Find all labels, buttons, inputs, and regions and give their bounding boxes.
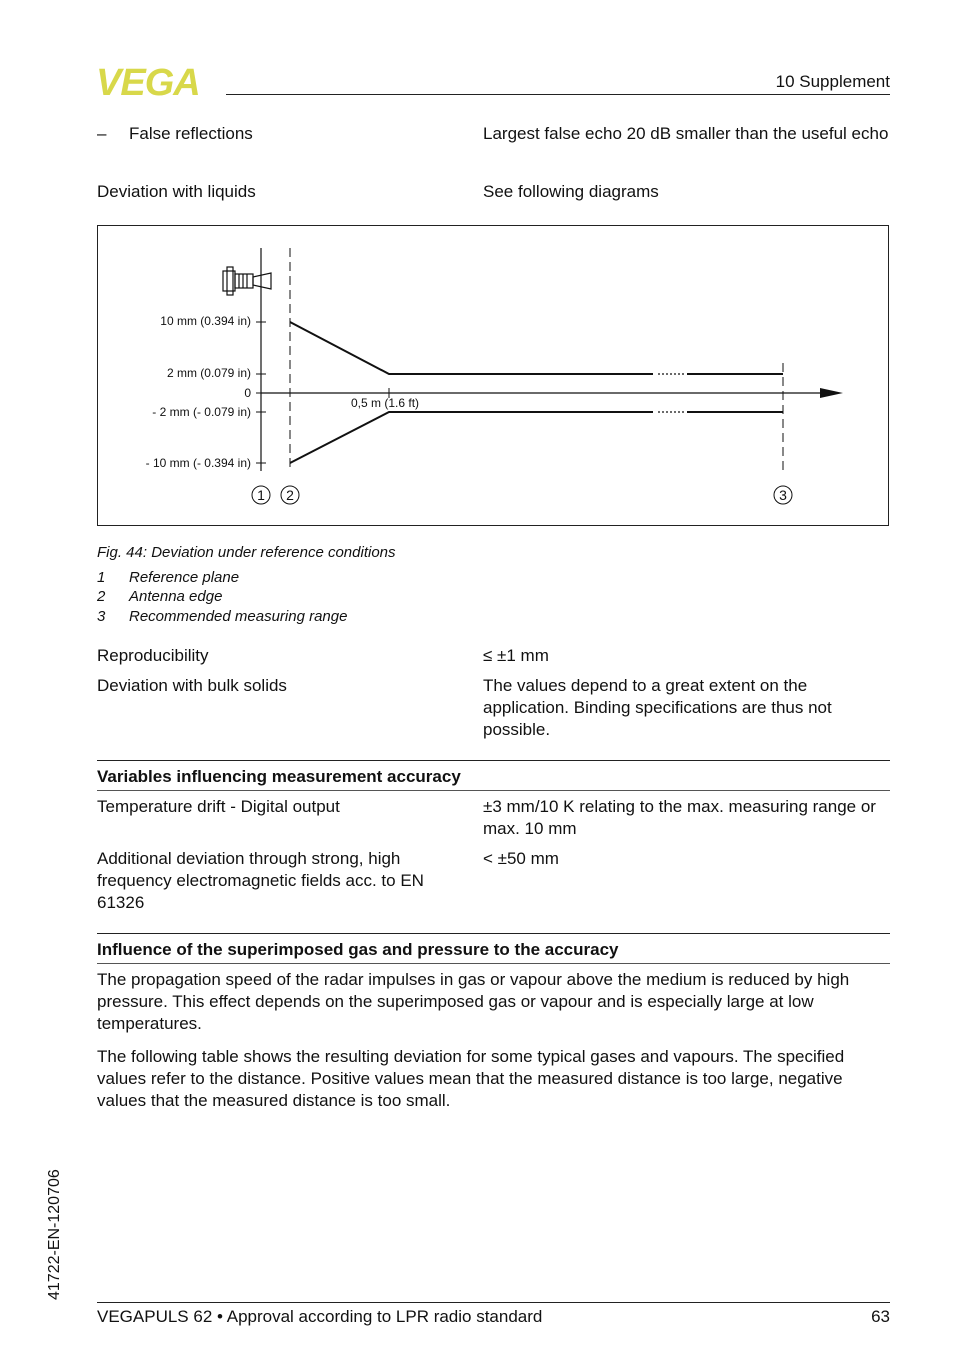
spec-label-deviation-liquids: Deviation with liquids [97, 182, 256, 201]
section-rule-top [97, 933, 890, 934]
legend-number: 1 [97, 569, 106, 586]
spec-value-false-reflections: Largest false echo 20 dB smaller than the useful echo [483, 124, 889, 143]
y-label-minus10: - 10 mm (- 0.394 in) [145, 456, 251, 470]
axis-arrow-icon [820, 388, 843, 398]
deviation-diagram [97, 225, 889, 526]
y-label-minus2: - 2 mm (- 0.079 in) [152, 405, 251, 419]
legend-text: Antenna edge [129, 588, 223, 605]
spec-value-temperature-drift: ±3 mm/10 K relating to the max. measuring range or max. 10 mm [483, 797, 876, 838]
upper-deviation-curve [290, 322, 783, 374]
deviation-diagram-svg [98, 226, 890, 527]
section-title: 10 Supplement [775, 72, 890, 91]
spec-label-em-fields: Additional deviation through strong, high frequency electromagnetic fields acc. to EN 61326 [97, 849, 424, 912]
legend-item [97, 568, 239, 587]
figure-caption: Fig. 44: Deviation under reference conditions [97, 544, 396, 561]
section-heading-gas: Influence of the superimposed gas and pressure to the accuracy [97, 940, 619, 959]
list-dash: – [97, 124, 107, 143]
spec-label-text: False reflections [129, 124, 253, 143]
section-rule-top [97, 760, 890, 761]
marker-2: 2 [286, 487, 294, 503]
legend-number: 3 [97, 608, 106, 625]
page-number: 63 [871, 1307, 890, 1326]
antenna-icon [223, 267, 271, 295]
lower-deviation-curve [290, 412, 783, 463]
spec-label-temperature-drift: Temperature drift - Digital output [97, 797, 340, 816]
footer-doc-title: VEGAPULS 62 • Approval according to LPR radio standard [97, 1307, 543, 1326]
section-heading-variables: Variables influencing measurement accuracy [97, 767, 461, 786]
y-label-plus10: 10 mm (0.394 in) [160, 314, 251, 328]
legend-text: Recommended measuring range [129, 608, 348, 625]
y-label-plus2: 2 mm (0.079 in) [166, 366, 251, 380]
legend-item [97, 607, 347, 626]
legend-item [97, 587, 222, 606]
spec-label-false-reflections [97, 123, 467, 145]
spec-label-reproducibility: Reproducibility [97, 646, 209, 665]
legend-number: 2 [97, 588, 106, 605]
header-rule [226, 94, 890, 95]
paragraph-table-intro: The following table shows the resulting deviation for some typical gases and vapours. The specified values refer to the distance. Positive values mean that the measured distance is too large, negative values that the measured distance is too small. [97, 1047, 845, 1110]
spec-value-reproducibility: ≤ ±1 mm [483, 646, 549, 665]
spec-value-em-fields: < ±50 mm [483, 849, 559, 868]
vega-logo [96, 64, 220, 98]
spec-value-deviation-bulk: The values depend to a great extent on the application. Binding specifications are thus not possible. [483, 676, 832, 739]
spec-value-deviation-liquids: See following diagrams [483, 182, 659, 201]
spec-label-deviation-bulk: Deviation with bulk solids [97, 676, 287, 695]
logo-wordmark: VEGA [96, 64, 200, 98]
paragraph-propagation: The propagation speed of the radar impulses in gas or vapour above the medium is reduced by high pressure. This effect depends on the superimposed gas or vapour and is especially large at low temperatures. [97, 970, 850, 1033]
footer-rule [97, 1302, 890, 1303]
x-label-half-meter: 0,5 m (1.6 ft) [351, 396, 420, 410]
section-rule-bottom [97, 963, 890, 964]
section-rule-bottom [97, 790, 890, 791]
marker-1: 1 [257, 487, 265, 503]
document-id: 41722-EN-120706 [46, 1169, 63, 1300]
y-label-zero: 0 [244, 386, 251, 400]
marker-3: 3 [779, 487, 787, 503]
legend-text: Reference plane [129, 569, 240, 586]
